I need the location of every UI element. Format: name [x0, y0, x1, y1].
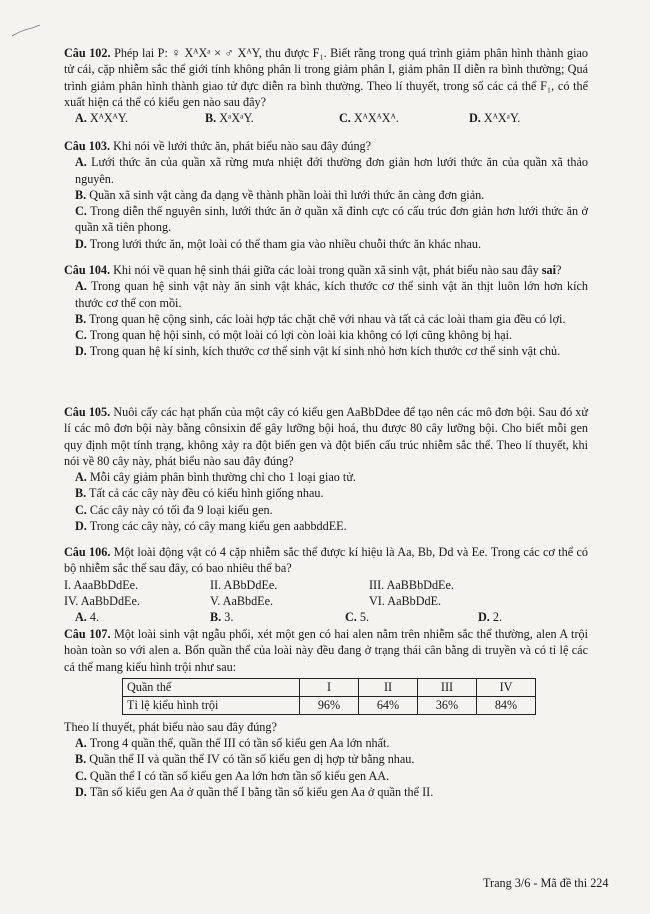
option-text: Trong diễn thế nguyên sinh, lưới thức ăn ở quần xã đỉnh cực có cấu trúc đơn giản hơn lưới thức ăn ở quần xã tiên phong. [75, 204, 589, 235]
option-text: Quần xã sinh vật càng đa dạng về thành phần loài thì lưới thức ăn càng đơn giản. [89, 187, 485, 202]
options-row [64, 110, 588, 126]
phenotype-table [122, 678, 536, 715]
option-a[interactable] [75, 609, 99, 625]
option-text: Tất cả các cây này đều có kiểu hình giống nhau. [89, 486, 324, 501]
page-footer: Trang 3/6 - Mã đề thi 224 [483, 876, 609, 890]
option-text: Lưới thức ăn của quần xã rừng mưa nhiệt đới thường đơn giản hơn lưới thức ăn của quần xã thảo nguyên. [75, 155, 588, 186]
table-cell: 96% [300, 696, 359, 714]
question-102 [64, 45, 588, 126]
option-letter: C. [339, 111, 351, 126]
option-letter: B. [75, 752, 87, 767]
option-letter: A. [75, 279, 87, 294]
option-text: Trong lưới thức ăn, một loài có thể tham gia vào nhiều chuỗi thức ăn khác nhau. [89, 236, 482, 251]
option-b[interactable] [64, 751, 588, 767]
option-d[interactable] [469, 110, 520, 126]
option-letter: B. [75, 187, 87, 202]
question-107 [64, 626, 588, 800]
option-text: Quần thể II và quần thể IV có tần số kiểu gen dị hợp tử bằng nhau. [89, 752, 415, 767]
option-letter: A. [75, 470, 87, 485]
table-cell: II [359, 678, 418, 696]
option-letter: D. [75, 785, 87, 800]
option-c[interactable] [339, 110, 399, 126]
table-cell: I [300, 678, 359, 696]
question-prompt: Theo lí thuyết, phát biểu nào sau đây đúng? [64, 719, 277, 734]
table-cell: 36% [418, 696, 477, 714]
option-letter: A. [75, 111, 87, 126]
option-text: Tần số kiểu gen Aa ở quần thể I bằng tần số kiểu gen Aa ở quần thể II. [89, 785, 434, 800]
option-letter: C. [75, 328, 87, 343]
table-cell: 84% [477, 696, 536, 714]
table-header-row [123, 678, 536, 696]
option-text: Trong quan hệ hội sinh, có một loài có lợi còn loài kia không có lợi cũng không bị hại. [89, 328, 513, 343]
question-104 [64, 262, 588, 360]
genotype-row-1 [64, 577, 588, 593]
option-d[interactable] [64, 343, 588, 359]
question-stem: Khi nói về lưới thức ăn, phát biểu nào sau đây đúng? [113, 139, 372, 153]
option-letter: C. [345, 609, 357, 624]
option-c[interactable] [345, 609, 369, 625]
genotype-item: V. AaBbdEe. [210, 593, 274, 608]
option-letter: C. [75, 204, 87, 219]
genotype-row-2 [64, 593, 588, 609]
option-text: Trong 4 quần thể, quần thể III có tần số kiểu gen Aa lớn nhất. [89, 736, 390, 751]
genotype-item: I. AaaBbDdEe. [64, 577, 139, 592]
option-letter: B. [210, 609, 222, 624]
option-b[interactable] [64, 485, 588, 501]
option-text: Trong các cây này, có cây mang kiểu gen aabbddEE. [89, 519, 347, 534]
option-a[interactable] [75, 110, 128, 126]
genotype-item: II. ABbDdEe. [210, 577, 278, 592]
question-stem: Phép lai P: ♀ XᴬXᵃ × ♂ XᴬY, thu được F₁. Biết rằng trong quá trình giảm phân hình thành giao tử cái, cặp nhiễm sắc thể giới tính không phân li trong giảm phân I, giảm phân II diễn ra bình thường; Quá trình giảm phân hình thành giao tử đực diễn ra bình thường. Theo lí thuyết, trong số các cá thể F₁, có thể xuất hiện cá thể có kiểu gen nào sau đây? [64, 46, 588, 109]
option-text: 3. [224, 609, 234, 624]
option-text: 2. [492, 609, 503, 624]
table-row [123, 696, 536, 714]
option-letter: C. [75, 502, 87, 517]
option-text: XᴬXᴬXᴬ. [353, 111, 399, 126]
question-label: Câu 103. [64, 139, 111, 153]
option-d[interactable] [478, 609, 502, 625]
option-c[interactable] [64, 502, 588, 518]
option-c[interactable] [64, 768, 588, 784]
option-b[interactable] [64, 311, 588, 327]
option-letter: B. [205, 111, 217, 126]
option-letter: D. [75, 236, 87, 251]
question-stem: Một loài động vật có 4 cặp nhiễm sắc thể được kí hiệu là Aa, Bb, Dd và Ee. Trong các cơ thể có bộ nhiễm sắc thể sau đây, có bao nhiêu thể ba? [64, 545, 588, 576]
option-text: 5. [359, 609, 370, 624]
question-label: Câu 105. [64, 405, 111, 419]
option-a[interactable] [64, 278, 588, 311]
option-text: Trong quan hệ kí sinh, kích thước cơ thể sinh vật kí sinh nhỏ hơn kích thước cơ thể sinh vật chủ. [89, 344, 561, 359]
option-text: 4. [89, 609, 100, 624]
question-stem: Nuôi cấy các hạt phấn của một cây có kiểu gen AaBbDdee để tạo nên các mô đơn bội. Sau đó xử lí các mô đơn bội này bằng cônsixin để gây lưỡng bội hoá, thu được 80 cây lưỡng bội. Cho biết mỗi gen quy định một tính trạng, không xảy ra đột biến gen và đột biến cấu trúc nhiễm sắc thể. Theo lí thuyết, khi nói về 80 cây này, phát biểu nào sau đây đúng? [64, 405, 589, 468]
option-letter: D. [478, 609, 490, 624]
option-letter: B. [75, 486, 87, 501]
question-106 [64, 544, 588, 625]
option-text: Mỗi cây giảm phân bình thường chỉ cho 1 loại giao tử. [89, 470, 356, 485]
table-cell: III [418, 678, 477, 696]
option-b[interactable] [205, 110, 254, 126]
option-d[interactable] [64, 784, 588, 800]
table-cell: 64% [359, 696, 418, 714]
option-letter: D. [469, 111, 481, 126]
option-d[interactable] [64, 518, 588, 534]
option-d[interactable] [64, 236, 588, 252]
question-stem-end: ? [556, 263, 562, 277]
option-text: Quần thể I có tần số kiểu gen Aa lớn hơn tần số kiểu gen AA. [89, 768, 390, 783]
option-a[interactable] [64, 735, 588, 751]
options-row [64, 609, 588, 625]
option-letter: A. [75, 155, 87, 170]
option-text: Các cây này có tối đa 9 loại kiểu gen. [89, 502, 273, 517]
question-label: Câu 104. [64, 263, 111, 277]
genotype-item: VI. AaBbDdE. [369, 593, 442, 608]
option-letter: D. [75, 344, 87, 359]
option-b[interactable] [210, 609, 233, 625]
option-text: XᴬXᵃY. [483, 111, 521, 126]
option-letter: A. [75, 609, 87, 624]
option-text: XᵃXᵃY. [219, 111, 254, 126]
option-letter: C. [75, 768, 87, 783]
option-letter: B. [75, 311, 87, 326]
question-label: Câu 107. [64, 627, 111, 641]
table-cell: Tỉ lệ kiểu hình trội [123, 696, 300, 714]
option-b[interactable] [64, 187, 588, 203]
question-label: Câu 102. [64, 46, 111, 60]
option-a[interactable] [64, 154, 588, 187]
question-stem: Khi nói về quan hệ sinh thái giữa các loài trong quần xã sinh vật, phát biểu nào sau đây [113, 263, 539, 277]
table-cell: Quần thể [123, 678, 300, 696]
genotype-item: III. AaBBbDdEe. [369, 577, 454, 592]
table-cell: IV [477, 678, 536, 696]
question-105 [64, 404, 588, 534]
option-text: Trong quan hệ sinh vật này ăn sinh vật khác, kích thước cơ thể sinh vật ăn thịt luôn lớn hơn kích thước cơ thể con mồi. [75, 279, 589, 310]
option-a[interactable] [64, 469, 588, 485]
option-letter: D. [75, 519, 87, 534]
option-c[interactable] [64, 203, 588, 236]
question-stem: Một loài sinh vật ngẫu phối, xét một gen có hai alen nằm trên nhiễm sắc thể thường, alen A trội hoàn toàn so với alen a. Bốn quần thể của loài này đều đang ở trạng thái cân bằng di truyền và có tỉ lệ các cá thể mang kiểu hình trội như sau: [64, 627, 588, 674]
question-label: Câu 106. [64, 545, 111, 559]
genotype-item: IV. AaBbDdEe. [64, 593, 140, 608]
question-stem-emphasis: sai [541, 263, 557, 277]
option-text: XᴬXᴬY. [89, 111, 129, 126]
option-text: Trong quan hệ cộng sinh, các loài hợp tác chặt chẽ với nhau và tất cả các loài tham gia đều có lợi. [89, 311, 566, 326]
option-letter: A. [75, 736, 87, 751]
pen-mark-decoration [10, 20, 50, 40]
question-103 [64, 138, 588, 252]
option-c[interactable] [64, 327, 588, 343]
